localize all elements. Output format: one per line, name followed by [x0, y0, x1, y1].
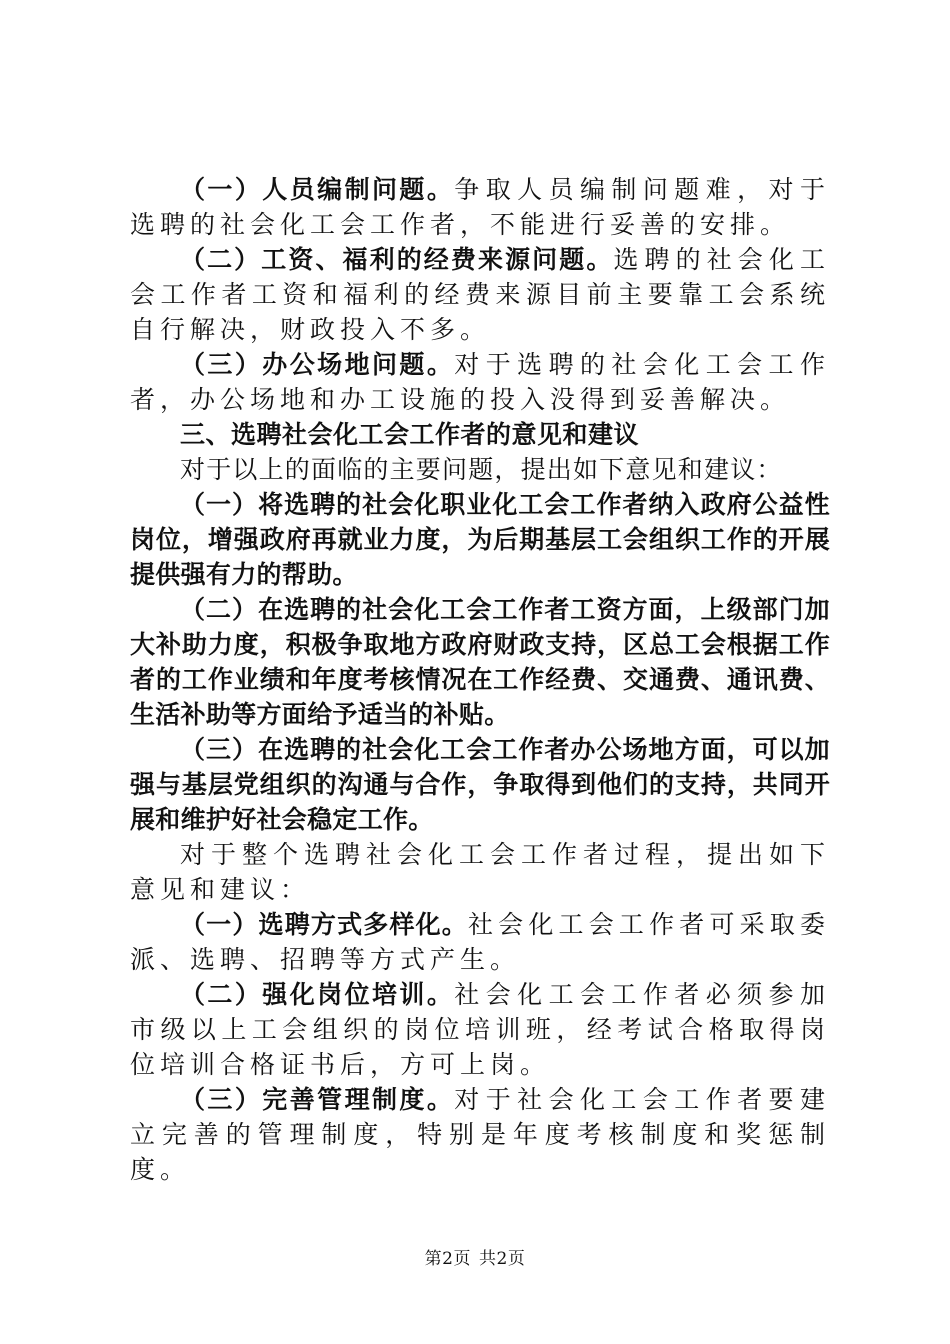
intro-paragraph: 对于整个选聘社会化工会工作者过程，提出如下意见和建议： [130, 840, 830, 904]
problem-lead: （一）人员编制问题。 [180, 175, 455, 204]
suggestion-paragraph [130, 1082, 830, 1187]
problem-paragraph [130, 172, 830, 242]
suggestion-text: 社会化工会工作者可采取委派、选聘、招聘等方式产生。 [130, 910, 830, 974]
problem-lead: （二）工资、福利的经费来源问题。 [180, 245, 614, 274]
suggestion-paragraph: （三）在选聘的社会化工会工作者办公场地方面，可以加强与基层党组织的沟通与合作，争取得到他们的支持，共同开展和维护好社会稳定工作。 [130, 735, 830, 834]
suggestion-paragraph: （二）在选聘的社会化工会工作者工资方面，上级部门加大补助力度，积极争取地方政府财政支持，区总工会根据工作者的工作业绩和年度考核情况在工作经费、交通费、通讯费、生活补助等方面给予适当的补贴。 [130, 595, 830, 729]
problem-paragraph [130, 347, 830, 417]
suggestion-lead: （一）选聘方式多样化。 [180, 910, 468, 939]
problem-lead: （三）办公场地问题。 [180, 350, 455, 379]
suggestion-text: 对于社会化工会工作者要建立完善的管理制度，特别是年度考核制度和奖惩制度。 [130, 1085, 830, 1184]
problem-text: 选聘的社会化工会工作者工资和福利的经费来源目前主要靠工会系统自行解决，财政投入不多。 [130, 245, 830, 344]
suggestion-paragraph: （一）将选聘的社会化职业化工会工作者纳入政府公益性岗位，增强政府再就业力度，为后期基层工会组织工作的开展提供强有力的帮助。 [130, 490, 830, 589]
page-footer [0, 1244, 950, 1269]
suggestion-paragraph [130, 907, 830, 977]
suggestion-text: 社会化工会工作者必须参加市级以上工会组织的岗位培训班，经考试合格取得岗位培训合格证书后，方可上岗。 [130, 980, 830, 1079]
page-total: 共2页 [479, 1249, 526, 1269]
problem-text: 对于选聘的社会化工会工作者，办公场地和办工设施的投入没得到妥善解决。 [130, 350, 830, 414]
suggestion-paragraph [130, 977, 830, 1082]
intro-paragraph: 对于以上的面临的主要问题，提出如下意见和建议： [180, 455, 783, 484]
suggestion-lead: （二）强化岗位培训。 [180, 980, 455, 1009]
problem-text: 争取人员编制问题难，对于选聘的社会化工会工作者，不能进行妥善的安排。 [130, 175, 830, 239]
document-body [130, 172, 830, 1187]
suggestion-lead: （三）完善管理制度。 [180, 1085, 455, 1114]
page-number: 第2页 [424, 1249, 471, 1269]
problem-paragraph [130, 242, 830, 347]
section-heading: 三、选聘社会化工会工作者的意见和建议 [180, 420, 640, 449]
